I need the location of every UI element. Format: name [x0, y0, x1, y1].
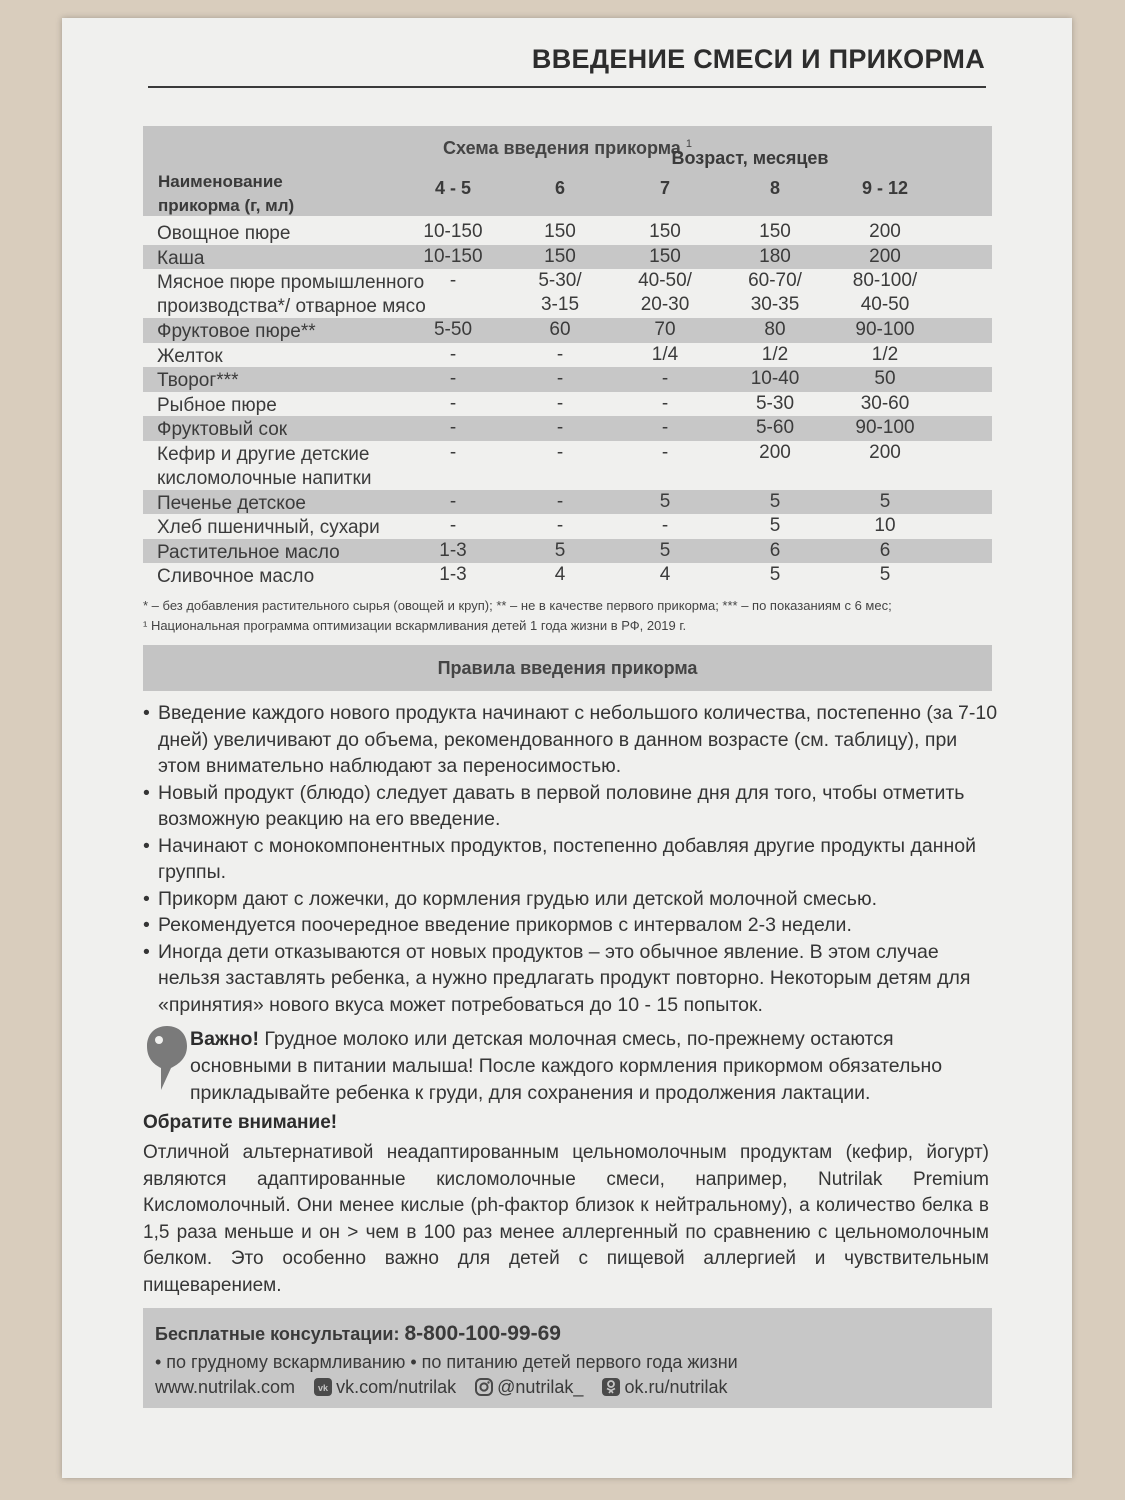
- feeding-schedule-table: [143, 220, 992, 588]
- table-row: [143, 563, 992, 588]
- column-header-product-line2: прикорма (г, мл): [158, 196, 295, 215]
- product-name-line: Творог***: [157, 370, 239, 391]
- product-name: [157, 541, 340, 565]
- bullet-mark: •: [143, 702, 150, 724]
- rule-text: Введение каждого нового продукта начинают с небольшого количества, постепенно (за 7-10 дней) увеличивают до объема, рекомендованного в данном возрасте (см. таблицу), при этом внимательно наблюдают за переносимостью.: [158, 702, 998, 777]
- table-cell: -: [661, 368, 669, 389]
- product-name-line: Растительное масло: [157, 541, 340, 563]
- table-cell: -: [449, 515, 457, 536]
- table-cell: -: [556, 441, 564, 463]
- bullet-mark: •: [143, 887, 150, 910]
- table-cell: -: [556, 343, 564, 365]
- column-header-age-4: 8: [769, 178, 780, 198]
- table-cell: 5: [659, 539, 671, 561]
- important-text: Грудное молоко или детская молочная смесь, по-прежнему остаются основными в питании малыша! После каждого кормления прикормом обязательно прикладывайте ребенка к груди, для сохранения и продолжения лактации.: [190, 1028, 943, 1104]
- table-cell: 6: [769, 539, 781, 561]
- rule-item: [143, 700, 998, 780]
- table-cell: 60-70/ 30-35: [748, 270, 802, 315]
- table-cell: -: [661, 417, 669, 438]
- bullet-mark: •: [143, 781, 150, 804]
- product-name-line: Кефир и другие детские: [157, 443, 370, 465]
- product-name-line: Овощное пюре: [157, 223, 291, 244]
- product-name: [157, 516, 380, 540]
- rule-item: [143, 833, 998, 886]
- rule-text: Начинают с монокомпонентных продуктов, постепенно добавляя другие продукты данной группы.: [158, 834, 976, 883]
- table-cell: -: [449, 270, 457, 291]
- table-row: [143, 220, 992, 245]
- product-name-line: Печенье детское: [157, 492, 306, 514]
- table-cell: -: [556, 490, 564, 512]
- rule-item: [143, 939, 998, 1019]
- table-cell: -: [449, 441, 457, 463]
- rule-item: [143, 780, 998, 833]
- table-cell: 150: [544, 245, 576, 267]
- table-cell: 1/2: [761, 343, 789, 365]
- table-row: [143, 318, 992, 343]
- rule-text: Новый продукт (блюдо) следует давать в первой половине дня для того, чтобы отметить возможную реакцию на его введение.: [158, 781, 965, 830]
- column-header-age-2: 6: [554, 178, 565, 198]
- consultation-line: [155, 1322, 561, 1346]
- table-row: [143, 539, 992, 564]
- table-row: [143, 416, 992, 441]
- bullet-mark: •: [143, 914, 150, 936]
- table-cell: 150: [649, 245, 681, 267]
- table-cell: 4: [554, 564, 566, 585]
- table-cell: 50: [874, 368, 896, 389]
- table-cell: 60: [549, 319, 571, 340]
- table-cell: -: [449, 368, 457, 389]
- social-links: [155, 1376, 728, 1398]
- product-name: [157, 345, 223, 369]
- consultation-topics: • по грудному вскармливанию • по питанию детей первого года жизни: [155, 1352, 738, 1372]
- rule-text: Иногда дети отказываются от новых продуктов – это обычное явление. В этом случае нельзя заставлять ребенка, а нужно предлагать продукт повторно. Некоторым детям для «принятия» нового вкуса может потребоваться до 10 - 15 попыток.: [158, 940, 971, 1016]
- product-name: [157, 443, 371, 491]
- table-cell: 200: [759, 441, 791, 463]
- column-header-age-5: 9 - 12: [861, 178, 909, 198]
- table-cell: 4: [659, 564, 671, 585]
- table-cell: -: [556, 368, 564, 389]
- product-name: [157, 271, 426, 319]
- hotline-phone[interactable]: 8-800-100-99-69: [404, 1322, 561, 1345]
- website-link[interactable]: www.nutrilak.com: [155, 1376, 296, 1397]
- svg-text:vk: vk: [318, 1383, 329, 1394]
- instagram-link[interactable]: @nutrilak_: [497, 1376, 584, 1397]
- rules-title: Правила введения прикорма: [437, 658, 698, 678]
- table-cell: 5-50: [433, 319, 473, 340]
- table-cell: 1/2: [871, 343, 899, 365]
- table-cell: 150: [759, 221, 791, 242]
- rule-item: [143, 912, 998, 939]
- table-cell: -: [661, 441, 669, 463]
- vk-icon: [314, 1378, 332, 1396]
- table-cell: 10-40: [750, 368, 800, 389]
- attention-text: Отличной альтернативой неадаптированным цельномолочным продуктам (кефир, йогурт) являются адаптированные кисломолочные смеси, например, Nutrilak Premium Кисломолочный. Они менее кислые (ph-фактор близок к нейтральному), а количество белка в 1,5 раза меньше и он > чем в 100 раз менее аллергенный по сравнению с цельномолочным белком. Это особенно важно для детей с пищевой аллергией и чувствительным пищеварением.: [143, 1142, 989, 1296]
- product-name: [157, 320, 316, 344]
- table-cell: 150: [649, 221, 681, 242]
- footnote-symbols: * – без добавления растительного сырья (овощей и круп); ** – не в качестве первого прикорма; *** – по показаниям с 6 мес;: [143, 598, 892, 613]
- product-name-line: Желток: [157, 345, 223, 367]
- product-name-line: Мясное пюре промышленного: [157, 272, 425, 293]
- table-row: [143, 392, 992, 417]
- table-cell: 80: [764, 319, 786, 340]
- product-name: [157, 394, 277, 418]
- table-row: [143, 245, 992, 270]
- table-cell: 1-3: [439, 564, 467, 585]
- table-cell: -: [556, 392, 564, 414]
- table-cell: -: [449, 490, 457, 512]
- table-cell: 180: [759, 245, 791, 267]
- table-title-footnote-mark: 1: [685, 138, 692, 150]
- odnoklassniki-icon: [602, 1378, 620, 1396]
- table-cell: 10-150: [423, 221, 483, 242]
- table-cell: 5: [659, 490, 671, 512]
- table-cell: 90-100: [855, 417, 915, 438]
- table-cell: -: [556, 515, 564, 536]
- table-cell: 90-100: [855, 319, 915, 340]
- attention-title: Обратите внимание!: [143, 1112, 338, 1133]
- product-name-line: Сливочное масло: [157, 566, 315, 587]
- product-name-line: производства*/ отварное мясо: [157, 296, 426, 317]
- info-drop-icon: [145, 1022, 189, 1092]
- column-header-product-line1: Наименование: [158, 172, 283, 191]
- table-cell: -: [661, 515, 669, 536]
- consultation-label: Бесплатные консультации:: [155, 1324, 400, 1344]
- column-header-age: Возраст, месяцев: [671, 148, 829, 168]
- table-cell: 5: [554, 539, 566, 561]
- column-header-age-3: 7: [659, 178, 670, 198]
- page-title: ВВЕДЕНИЕ СМЕСИ И ПРИКОРМА: [531, 44, 985, 74]
- table-cell: -: [661, 392, 669, 414]
- table-cell: 200: [869, 441, 901, 463]
- table-cell: 200: [869, 245, 901, 267]
- rule-text: Рекомендуется поочередное введение прикормов с интервалом 2-3 недели.: [158, 914, 852, 936]
- product-name: [157, 369, 238, 393]
- table-row: [143, 514, 992, 539]
- table-cell: 5: [769, 490, 781, 512]
- product-name: [157, 222, 290, 246]
- table-cell: 10-150: [423, 245, 483, 267]
- product-name-line: Фруктовое пюре**: [157, 321, 316, 342]
- table-cell: 5: [769, 515, 781, 536]
- table-cell: -: [556, 417, 564, 438]
- table-cell: 70: [654, 319, 676, 340]
- table-row: [143, 269, 992, 318]
- table-cell: -: [449, 343, 457, 365]
- table-row: [143, 490, 992, 515]
- important-note: [190, 1026, 990, 1107]
- table-cell: 150: [544, 221, 576, 242]
- table-cell: 40-50/ 20-30: [638, 270, 692, 315]
- column-header-product: [158, 170, 294, 218]
- bullet-mark: •: [143, 940, 150, 963]
- table-footnotes: [143, 596, 892, 636]
- table-cell: 5-30: [755, 392, 795, 414]
- contact-footer: [143, 1308, 992, 1408]
- table-cell: -: [449, 417, 457, 438]
- table-cell: 5: [879, 490, 891, 512]
- table-cell: 1-3: [439, 539, 467, 561]
- table-row: [143, 441, 992, 490]
- rule-item: [143, 886, 998, 913]
- product-name: [157, 418, 287, 442]
- product-name: [157, 565, 314, 589]
- important-label: Важно!: [190, 1028, 259, 1050]
- product-name-line: Хлеб пшеничный, сухари: [157, 517, 380, 538]
- instagram-icon: [475, 1378, 493, 1396]
- product-name-line: Каша: [157, 247, 205, 269]
- product-name-line: кисломолочные напитки: [157, 467, 372, 489]
- table-cell: 5-60: [755, 417, 795, 438]
- table-cell: 5-30/ 3-15: [538, 270, 582, 315]
- rules-list: [143, 700, 998, 1018]
- table-row: [143, 343, 992, 368]
- table-cell: 10: [874, 515, 896, 536]
- table-title: Схема введения прикорма: [443, 138, 681, 158]
- table-cell: 5: [769, 564, 781, 585]
- product-name-line: Фруктовый сок: [157, 419, 288, 440]
- table-row: [143, 367, 992, 392]
- product-name-line: Рыбное пюре: [157, 394, 277, 416]
- ok-link[interactable]: ok.ru/nutrilak: [624, 1376, 728, 1397]
- product-name: [157, 492, 306, 516]
- vk-link[interactable]: vk.com/nutrilak: [336, 1376, 457, 1397]
- column-header-age-1: 4 - 5: [434, 178, 472, 198]
- table-cell: 6: [879, 539, 891, 561]
- rule-text: Прикорм дают с ложечки, до кормления грудью или детской молочной смесью.: [158, 887, 878, 910]
- rules-title-band: [143, 645, 992, 691]
- table-cell: 80-100/ 40-50: [852, 270, 918, 315]
- product-name: [157, 247, 204, 271]
- table-cell: -: [449, 392, 457, 414]
- table-cell: 30-60: [860, 392, 910, 414]
- title-divider: [148, 86, 986, 88]
- table-cell: 1/4: [651, 343, 679, 365]
- table-cell: 5: [879, 564, 891, 585]
- footnote-source: ¹ Национальная программа оптимизации вскармливания детей 1 года жизни в РФ, 2019 г.: [143, 618, 687, 633]
- bullet-mark: •: [143, 834, 150, 857]
- table-cell: 200: [869, 221, 901, 242]
